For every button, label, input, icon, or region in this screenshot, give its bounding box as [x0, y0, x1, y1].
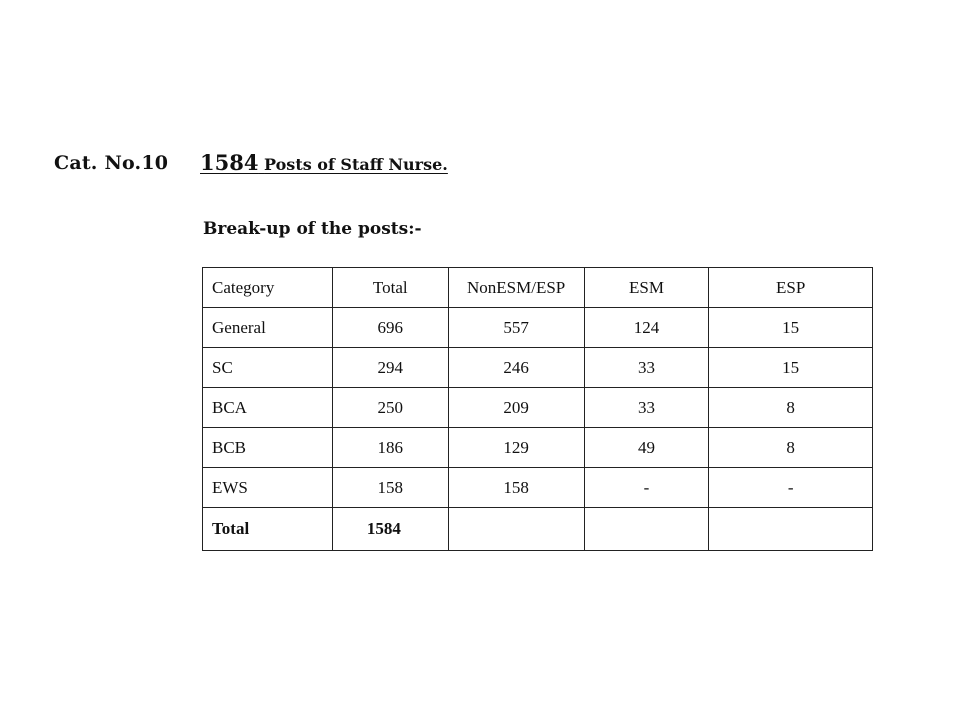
table-row [203, 348, 873, 388]
cell-esm: 124 [584, 308, 709, 348]
table-header-row [203, 268, 873, 308]
posts-count: 1584 [200, 150, 259, 175]
column-header-esm: ESM [584, 268, 709, 308]
cell-esp-total [709, 508, 873, 551]
cell-esm: 49 [584, 428, 709, 468]
column-header-nonesm-esp: NonESM/ESP [448, 268, 584, 308]
table-total-row [203, 508, 873, 551]
cell-esm: 33 [584, 388, 709, 428]
table-row [203, 428, 873, 468]
cell-nonesm-esp: 209 [448, 388, 584, 428]
cell-esp: - [709, 468, 873, 508]
cell-total: 696 [332, 308, 448, 348]
posts-heading [200, 150, 448, 175]
cell-nonesm-esp: 129 [448, 428, 584, 468]
cell-category: SC [203, 348, 333, 388]
table-row [203, 468, 873, 508]
cell-esm: 33 [584, 348, 709, 388]
cell-total: 186 [332, 428, 448, 468]
cell-total-label: Total [203, 508, 333, 551]
cell-category: General [203, 308, 333, 348]
cell-nonesm-esp: 557 [448, 308, 584, 348]
breakup-title: Break-up of the posts:- [203, 219, 422, 239]
cell-total: 294 [332, 348, 448, 388]
cell-esp: 15 [709, 348, 873, 388]
posts-breakup-table [202, 267, 873, 551]
table-row [203, 308, 873, 348]
column-header-esp: ESP [709, 268, 873, 308]
cell-nonesm-esp-total [448, 508, 584, 551]
cell-esm: - [584, 468, 709, 508]
cell-esp: 15 [709, 308, 873, 348]
cell-grand-total: 1584 [332, 508, 448, 551]
cell-total: 250 [332, 388, 448, 428]
cell-category: BCA [203, 388, 333, 428]
cell-nonesm-esp: 246 [448, 348, 584, 388]
cell-category: BCB [203, 428, 333, 468]
table-row [203, 388, 873, 428]
cell-category: EWS [203, 468, 333, 508]
column-header-category: Category [203, 268, 333, 308]
cell-esp: 8 [709, 388, 873, 428]
cell-total: 158 [332, 468, 448, 508]
cell-esp: 8 [709, 428, 873, 468]
category-number: Cat. No.10 [54, 152, 169, 174]
posts-title: Posts of Staff Nurse. [264, 155, 448, 174]
cell-esm-total [584, 508, 709, 551]
column-header-total: Total [332, 268, 448, 308]
cell-nonesm-esp: 158 [448, 468, 584, 508]
